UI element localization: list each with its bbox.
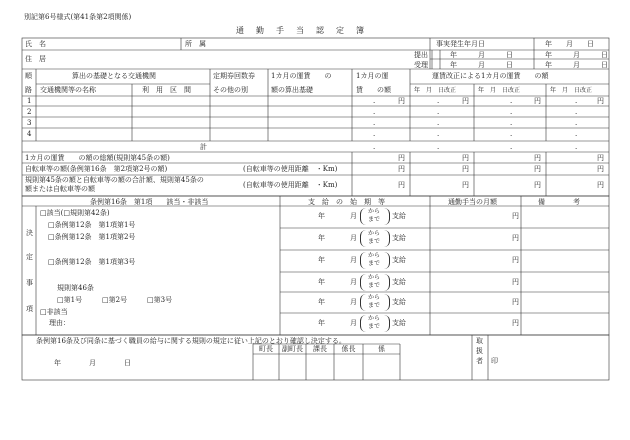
to-label: まで	[367, 260, 380, 267]
yen-mark: 円	[534, 181, 541, 189]
decision-item[interactable]: □条例第12条 第1項第3号	[48, 258, 136, 266]
yen-mark: 円	[512, 212, 519, 220]
fare-basis-header-1: 1カ月の運賃 の	[271, 72, 332, 80]
route-row-number: 3	[27, 119, 32, 127]
address-label: 住 居	[25, 55, 46, 63]
route-row-number: 1	[27, 97, 32, 105]
summary-total-label: 1カ月の運賃 の額の総額(規則第45条の額)	[25, 154, 170, 162]
applicable-header: 条例第16条 第1項 該当・非該当	[90, 198, 209, 206]
pay-label: 支給	[392, 319, 406, 327]
fare-basis-header-2: 額の算出基礎	[271, 86, 313, 94]
submit-ymd: 年 月 日	[450, 51, 513, 59]
rule-46-label: 規則第46条	[57, 284, 94, 292]
start-month-label: 月	[350, 212, 357, 220]
start-header: 支 給 の 始 期 等	[308, 198, 385, 206]
total-label: 計	[200, 143, 207, 151]
yen-mark: 円	[462, 97, 469, 105]
bicycle-distance-label: (自転車等の使用距離 ・Km)	[243, 165, 338, 173]
footer-date: 年 月 日	[54, 359, 131, 367]
yen-mark: 円	[462, 181, 469, 189]
side-label-1: 決	[26, 229, 33, 237]
yen-mark: 円	[534, 97, 541, 105]
from-label: から	[367, 315, 380, 322]
monthly-fare-header-2: 賃 の額	[356, 86, 391, 94]
usage-section-header: 利 用 区 間	[142, 86, 191, 94]
summary-bicycle-label: 自転車等の額(条例第16条 第2項第2号の額)	[25, 165, 168, 173]
route-row-number: 2	[27, 108, 32, 116]
bicycle-distance-label-2: (自転車等の使用距離 ・Km)	[243, 181, 338, 189]
yen-mark: 円	[597, 97, 604, 105]
yen-mark: 円	[462, 154, 469, 162]
pay-label: 支給	[392, 212, 406, 220]
remarks-header: 備 考	[538, 198, 580, 206]
pass-header: 定期券回数券	[213, 72, 255, 80]
basis-header: 算出の基礎となる交通機関	[72, 72, 156, 80]
decision-applicable: □該当(□規則第42条)	[40, 209, 110, 217]
yen-mark: 円	[534, 165, 541, 173]
col-no-top: 順	[25, 72, 32, 80]
rule-46-option-3[interactable]: □第3号	[147, 296, 173, 304]
to-label: まで	[367, 216, 380, 223]
pay-label: 支給	[392, 298, 406, 306]
not-applicable-checkbox[interactable]: □非該当	[40, 308, 68, 316]
to-label: まで	[367, 302, 380, 309]
yen-mark: 円	[398, 97, 405, 105]
yen-mark: 円	[512, 256, 519, 264]
approver-mayor: 町長	[259, 345, 273, 353]
side-label-3: 事	[26, 279, 33, 287]
submit-ymd-right: 年 月 日	[545, 51, 608, 59]
start-month-label: 月	[350, 234, 357, 242]
approver-unit-chief: 係長	[341, 345, 356, 353]
seal-label: 印	[491, 357, 498, 365]
amount-header: 通勤手当の月額	[448, 198, 497, 206]
start-month-label: 月	[350, 298, 357, 306]
yen-mark: 円	[398, 165, 405, 173]
summary-combined-label-2: 額または自転車等の額	[25, 185, 95, 193]
revised-sub-2: 年 月 日改正	[478, 87, 521, 94]
to-label: まで	[367, 238, 380, 245]
rule-46-option-1[interactable]: □第1号	[57, 296, 83, 304]
col-no-bottom: 路	[25, 86, 32, 94]
reason-label: 理由：	[49, 319, 70, 327]
yen-mark: 円	[512, 319, 519, 327]
receive-ymd: 年 月 日	[450, 61, 513, 69]
summary-combined-label-1: 規則第45条の額と自転車等の額の合計額、規則第45条の	[25, 176, 204, 184]
pay-label: 支給	[392, 256, 406, 264]
handler-label-3: 者	[476, 357, 483, 365]
handler-label-2: 扱	[476, 347, 483, 355]
start-year-label: 年	[318, 234, 325, 242]
from-label: から	[367, 230, 380, 237]
yen-mark: 円	[462, 165, 469, 173]
page-title: 通 勤 手 当 認 定 簿	[236, 26, 366, 35]
submit-label: 提出	[414, 51, 428, 59]
to-label: まで	[367, 282, 380, 289]
pay-label: 支給	[392, 234, 406, 242]
side-label-4: 項	[26, 305, 33, 313]
from-label: から	[367, 252, 380, 259]
start-month-label: 月	[350, 256, 357, 264]
revised-sub-3: 年 月 日改正	[550, 87, 593, 94]
from-label: から	[367, 274, 380, 281]
revised-sub-1: 年 月 日改正	[414, 87, 457, 94]
yen-mark: 円	[512, 298, 519, 306]
decision-item[interactable]: □条例第12条 第1項第2号	[48, 233, 136, 241]
yen-mark: 円	[398, 181, 405, 189]
event-date-ymd: 年 月 日	[545, 40, 594, 48]
route-row-number: 4	[27, 130, 32, 138]
yen-mark: 円	[597, 154, 604, 162]
handler-label-1: 取	[476, 337, 483, 345]
yen-mark: 円	[398, 154, 405, 162]
transport-name-header: 交通機関等の名称	[40, 86, 96, 94]
name-label: 氏 名	[25, 40, 46, 48]
to-label: まで	[367, 323, 380, 330]
start-month-label: 月	[350, 278, 357, 286]
start-year-label: 年	[318, 278, 325, 286]
approver-section-chief: 課長	[313, 345, 327, 353]
monthly-fare-header-1: 1カ月の運	[356, 72, 389, 80]
event-date-label: 事実発生年月日	[436, 40, 485, 48]
pay-label: 支給	[392, 278, 406, 286]
approver-staff: 係	[378, 345, 385, 353]
yen-mark: 円	[597, 181, 604, 189]
yen-mark: 円	[534, 154, 541, 162]
receive-label: 受理	[414, 61, 428, 69]
start-year-label: 年	[318, 298, 325, 306]
rule-46-option-2[interactable]: □第2号	[102, 296, 128, 304]
from-label: から	[367, 208, 380, 215]
pass-other-header: その他の別	[213, 86, 248, 94]
start-month-label: 月	[350, 319, 357, 327]
approver-deputy-mayor: 副町長	[282, 345, 303, 353]
start-year-label: 年	[318, 256, 325, 264]
yen-mark: 円	[512, 234, 519, 242]
decision-item[interactable]: □条例第12条 第1項第1号	[48, 221, 136, 229]
yen-mark: 円	[512, 278, 519, 286]
form-number: 別記第6号様式(第41条第2項関係)	[24, 13, 132, 21]
yen-mark: 円	[597, 165, 604, 173]
start-year-label: 年	[318, 212, 325, 220]
revised-header: 運賃改正による1カ月の運賃 の額	[432, 72, 549, 80]
dept-label: 所 属	[185, 40, 206, 48]
from-label: から	[367, 294, 380, 301]
receive-ymd-right: 年 月 日	[545, 61, 608, 69]
start-year-label: 年	[318, 319, 325, 327]
side-label-2: 定	[26, 253, 33, 261]
confirm-text: 条例第16条及び同条に基づく職員の給与に関する規則の規定に従い上記のとおり確認し決定する。	[36, 337, 346, 345]
